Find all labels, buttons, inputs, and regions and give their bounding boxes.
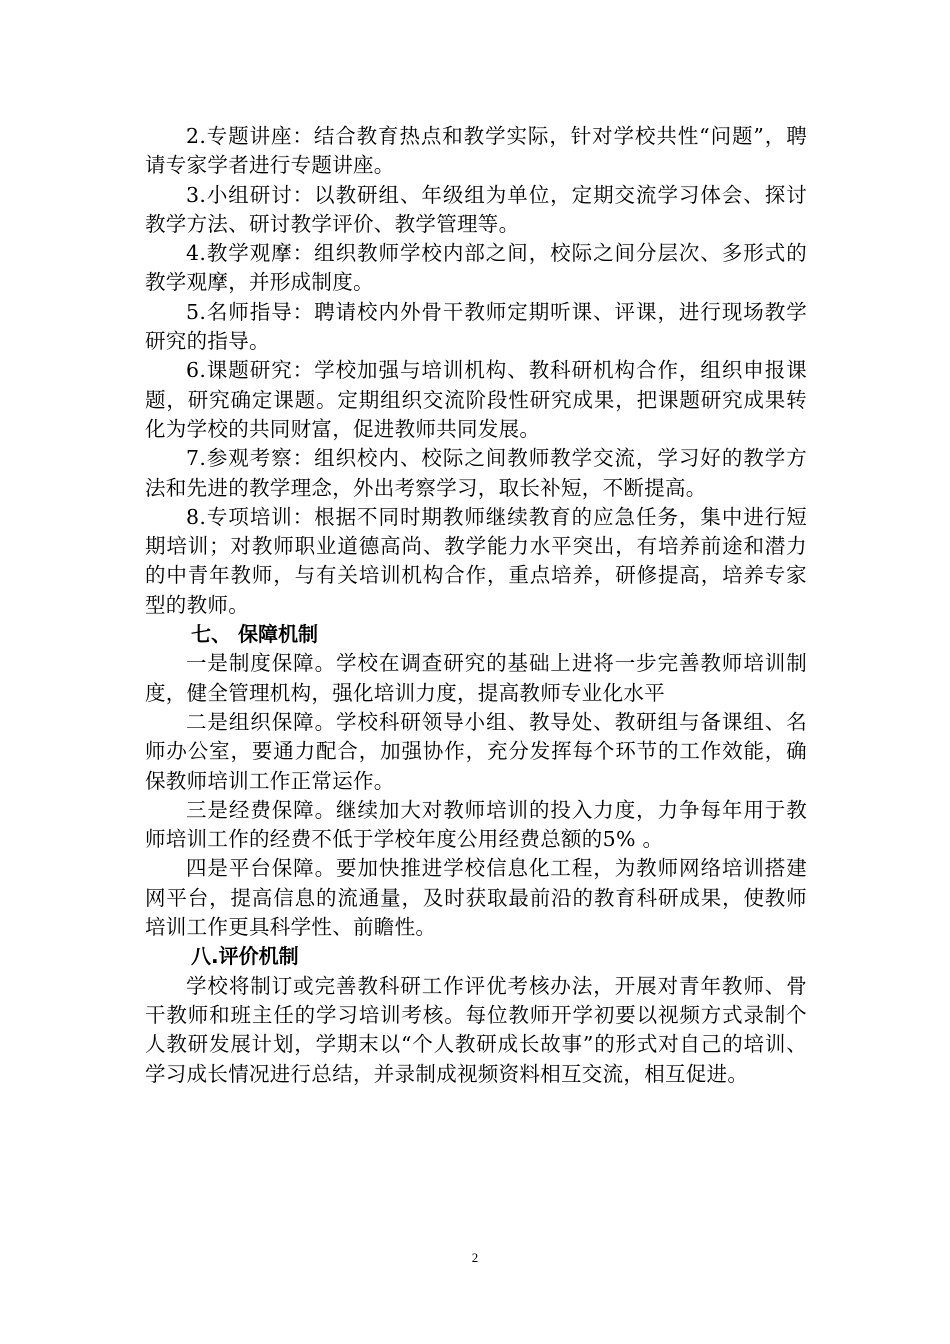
paragraph-lecture: 2.专题讲座：结合教育热点和教学实际，针对学校共性“问题”，聘请专家学者进行专题讲座。 (145, 124, 807, 178)
paragraph-project-research: 6.课题研究：学校加强与培训机构、教科研机构合作，组织申报课题，研究确定课题。定期组织交流阶段性研究成果，把课题研究成果转化为学校的共同财富，促进教师共同发展。 (145, 358, 807, 441)
paragraph-teaching-observation: 4.教学观摩：组织教师学校内部之间，校际之间分层次、多形式的教学观摩，并形成制度。 (145, 241, 807, 295)
paragraph-platform-guarantee: 四是平台保障。要加快推进学校信息化工程，为教师网络培训搭建网平台，提高信息的流通量，及时获取最前沿的教育科研成果，使教师培训工作更具科学性、前瞻性。 (145, 856, 807, 940)
section-heading-guarantee: 七、 保障机制 (191, 622, 318, 647)
paragraph-special-training: 8.专项培训：根据不同时期教师继续教育的应急任务，集中进行短期培训；对教师职业道德高尚、教学能力水平突出，有培养前途和潜力的中青年教师，与有关培训机构合作，重点培养，研修提高，培养专家型的教师。 (145, 504, 807, 617)
paragraph-evaluation: 学校将制订或完善教科研工作评优考核办法，开展对青年教师、骨干教师和班主任的学习培训考核。每位教师开学初要以视频方式录制个人教研发展计划，学期末以“个人教研成长故事”的形式对自己的培训、学习成长情况进行总结，并录制成视频资料相互交流，相互促进。 (145, 973, 807, 1086)
paragraph-group-discussion: 3.小组研讨：以教研组、年级组为单位，定期交流学习体会、探讨教学方法、研讨教学评价、教学管理等。 (145, 182, 807, 236)
section-heading-evaluation: 八.评价机制 (191, 944, 299, 969)
paragraph-site-visit: 7.参观考察：组织校内、校际之间教师教学交流，学习好的教学方法和先进的教学理念，外出考察学习，取长补短，不断提高。 (145, 446, 807, 500)
document-body (145, 122, 807, 1089)
page-number: 2 (471, 1250, 479, 1265)
paragraph-master-guidance: 5.名师指导：聘请校内外骨干教师定期听课、评课，进行现场教学研究的指导。 (145, 299, 807, 354)
paragraph-organization-guarantee: 二是组织保障。学校科研领导小组、教导处、教研组与备课组、名师办公室，要通力配合，加强协作，充分发挥每个环节的工作效能，确保教师培训工作正常运作。 (145, 709, 807, 793)
paragraph-system-guarantee: 一是制度保障。学校在调查研究的基础上进将一步完善教师培训制度，健全管理机构，强化培训力度，提高教师专业化水平 (145, 651, 807, 705)
paragraph-funding-guarantee: 三是经费保障。继续加大对教师培训的投入力度，力争每年用于教师培训工作的经费不低于学校年度公用经费总额的5% 。 (145, 797, 807, 852)
